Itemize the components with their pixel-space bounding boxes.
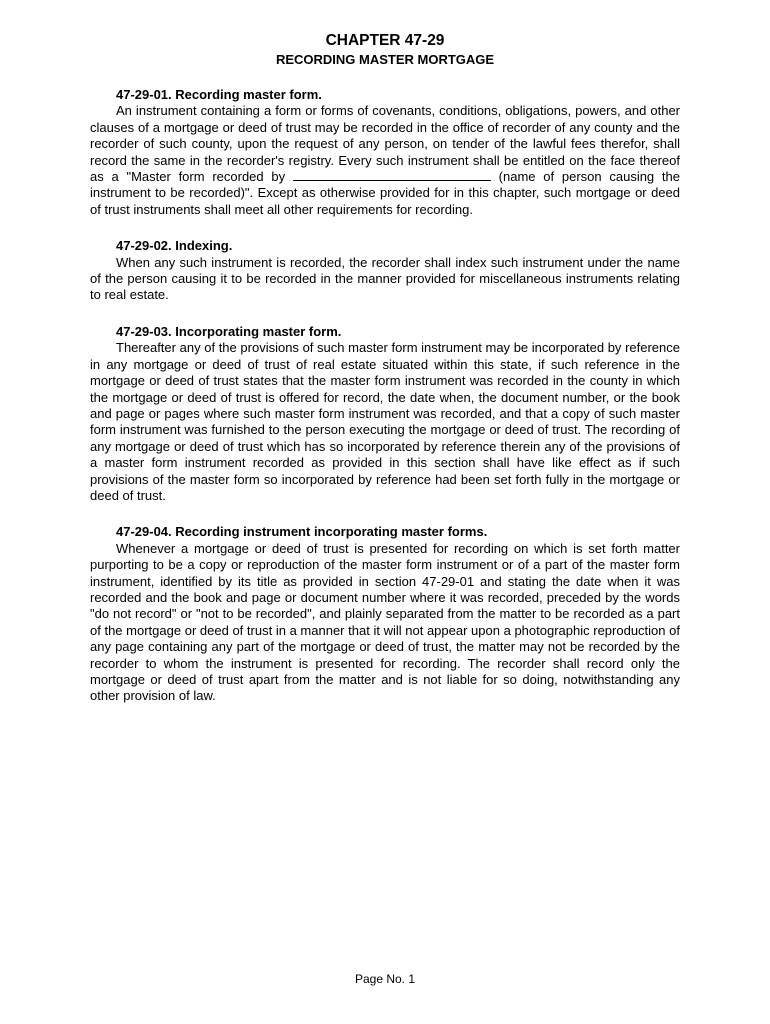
chapter-subtitle: RECORDING MASTER MORTGAGE xyxy=(275,52,495,67)
section-47-29-04 xyxy=(90,524,680,704)
blank-line xyxy=(293,169,491,181)
section-47-29-01 xyxy=(90,87,680,218)
section-47-29-02 xyxy=(90,238,680,304)
section-body: When any such instrument is recorded, the recorder shall index such instrument under the name of the person causing it to be recorded in the manner provided for miscellaneous instruments relating to real estate. xyxy=(90,254,680,303)
section-heading: 47-29-03. Incorporating master form. xyxy=(116,323,342,339)
page-number: Page No. 1 xyxy=(354,972,416,986)
section-heading: 47-29-04. Recording instrument incorporating master forms. xyxy=(116,524,488,540)
document-page xyxy=(90,32,680,705)
section-body: Whenever a mortgage or deed of trust is presented for recording on which is set forth matter purporting to be a copy or reproduction of the master form instrument or of a part of the master form instrument, identified by its title as provided in section 47-29-01 and stating the date when it was recorded and the book and page or document number where it was recorded, preceded by the words "do not record" or "not to be recorded", and plainly separated from the matter to be recorded as a part of the mortgage or deed of trust in a manner that it will not appear upon a photographic reproduction of any page containing any part of the mortgage or deed of trust, the matter may not be recorded by the recorder to whom the instrument is presented for recording. The recorder shall record only the mortgage or deed of trust apart from the matter and is not liable for so doing, notwithstanding any other provision of law. xyxy=(90,540,680,704)
section-47-29-03 xyxy=(90,324,680,504)
section-body-text-continued: (name of person causing the instrument to be recorded)". Except as otherwise provided for in this chapter, such mortgage or deed of trust instruments shall meet all other requirements for recording. xyxy=(90,169,680,217)
chapter-title: CHAPTER 47-29 xyxy=(325,32,445,49)
section-body-text: An instrument containing a form or forms of covenants, conditions, obligations, powers, and other clauses of a mortgage or deed of trust may be recorded in the office of recorder of any county and the recorder of such county, upon the request of any person, on tender of the lawful fees therefor, shall record the same in the recorder's registry. Every such instrument shall be entitled on the face thereof as a "Master form recorded by xyxy=(90,103,680,185)
section-heading: 47-29-01. Recording master form. xyxy=(116,87,322,102)
section-heading: 47-29-02. Indexing. xyxy=(116,238,233,254)
section-body xyxy=(90,103,680,218)
section-body: Thereafter any of the provisions of such master form instrument may be incorporated by reference in any mortgage or deed of trust of real estate situated within this state, if such reference in the mortgage or deed of trust states that the master form instrument was recorded in the county in which the mortgage or deed of trust is offered for record, the date when, the document number, or the book and page or pages where such master form instrument was recorded, and that a copy of such master form instrument was furnished to the person executing the mortgage or deed of trust. The recording of any mortgage or deed of trust which has so incorporated by reference therein any of the provisions of a master form instrument recorded as provided in this section shall have like effect as if such provisions of the master form so incorporated by reference had been set forth fully in the mortgage or deed of trust. xyxy=(90,340,680,503)
